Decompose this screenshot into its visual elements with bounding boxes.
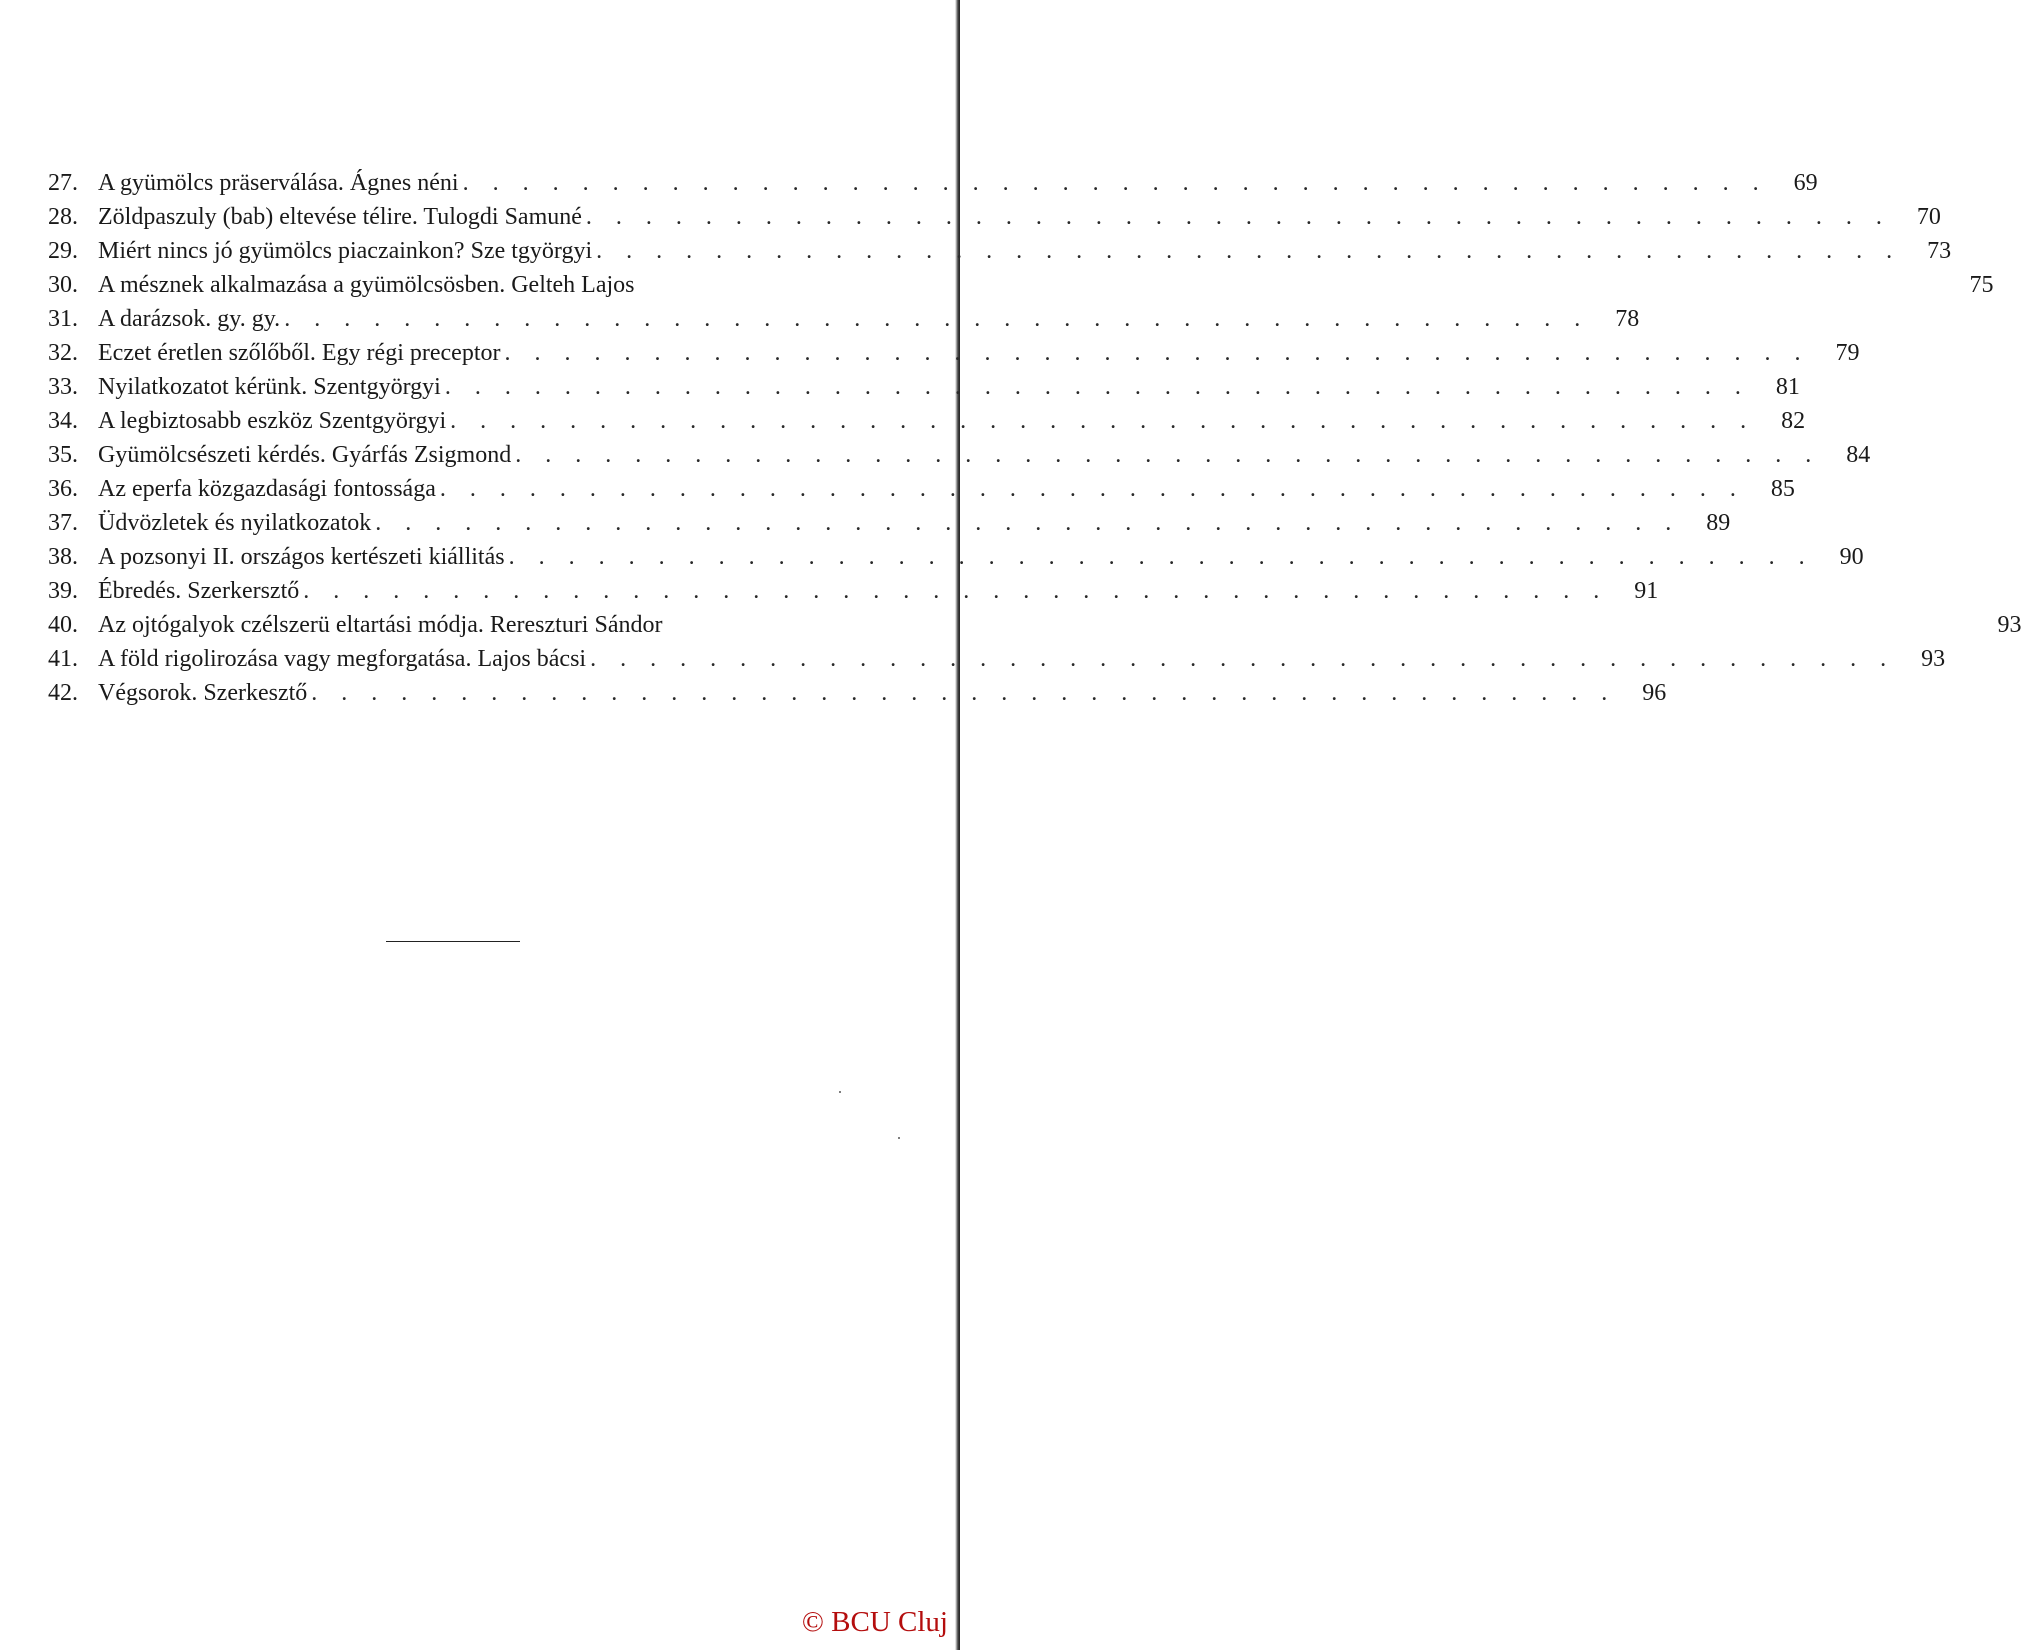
toc-dot-leader [459,166,1768,200]
toc-entry-page: 73 [1927,238,1952,264]
toc-entry-title: Üdvözletek és nyilatkozatok [98,510,372,536]
toc-entry [48,438,1871,472]
toc-entry-title: A mésznek alkalmazása a gyümölcsösben. Gelteh Lajos [98,272,635,298]
toc-entry [48,302,1640,336]
section-separator-rule [386,941,520,942]
toc-entry-number: 30. [48,272,78,298]
toc-entry [48,676,1667,710]
toc-dot-leader [441,370,1750,404]
toc-entry-page: 85 [1770,476,1795,502]
toc-entry-title: A pozsonyi II. országos kertészeti kiállitás [98,544,505,570]
toc-entry-page: 69 [1793,170,1818,196]
toc-entry-page: 91 [1634,578,1659,604]
toc-entry-title: Az ojtógalyok czélszerü eltartási módja. Rereszturi Sándor [98,612,663,638]
toc-entry-page: 90 [1839,544,1864,570]
toc-dot-leader [307,676,1616,710]
toc-entry-page: 81 [1775,374,1800,400]
toc-entry-page: 75 [1969,272,1994,298]
toc-entry [48,506,1731,540]
toc-entry-number: 33. [48,374,78,400]
toc-entry-title: Végsorok. Szerkesztő [98,680,308,706]
toc-entry-page: 93 [1921,646,1946,672]
toc-entry-number: 39. [48,578,78,604]
table-of-contents [48,166,2021,710]
toc-entry-number: 38. [48,544,78,570]
watermark: © BCU Cluj [801,1606,948,1638]
toc-entry-page: 79 [1835,340,1860,366]
toc-dot-leader [511,438,1820,472]
toc-entry-page: 82 [1781,408,1806,434]
toc-dot-leader [299,574,1608,608]
toc-entry-number: 34. [48,408,78,434]
toc-entry [48,336,1860,370]
toc-entry-page: 78 [1615,306,1640,332]
toc-dot-leader [582,200,1891,234]
toc-entry [48,608,2021,642]
toc-entry-page: 96 [1642,680,1667,706]
toc-entry-title: Miért nincs jó gyümölcs piaczainkon? Sze tgyörgyi [98,238,593,264]
toc-entry [48,166,1818,200]
toc-entry-number: 37. [48,510,78,536]
toc-entry [48,540,1864,574]
toc-dot-leader [592,234,1901,268]
toc-entry-title: Nyilatkozatot kérünk. Szentgyörgyi [98,374,441,400]
toc-dot-leader [505,540,1814,574]
toc-entry [48,472,1795,506]
toc-entry [48,234,1952,268]
toc-entry-page: 84 [1846,442,1871,468]
toc-entry-number: 28. [48,204,78,230]
toc-entry [48,200,1941,234]
toc-entry [48,268,1994,302]
toc-entry-number: 40. [48,612,78,638]
toc-dot-leader [436,472,1745,506]
toc-entry-title: Ébredés. Szerkersztő [98,578,300,604]
toc-dot-leader [371,506,1680,540]
toc-entry [48,404,1806,438]
toc-entry-title: A darázsok. gy. gy. [98,306,281,332]
toc-dot-leader [586,642,1895,676]
paper-speck [898,1137,900,1139]
toc-entry-page: 70 [1916,204,1941,230]
toc-entry-number: 32. [48,340,78,366]
toc-entry-title: A gyümölcs präserválása. Ágnes néni [98,170,459,196]
toc-entry-number: 31. [48,306,78,332]
toc-entry-number: 42. [48,680,78,706]
toc-entry-number: 41. [48,646,78,672]
toc-entry-title: A legbiztosabb eszköz Szentgyörgyi [98,408,447,434]
toc-entry-page: 93 [1997,612,2021,638]
toc-dot-leader [280,302,1589,336]
toc-entry-page: 89 [1706,510,1731,536]
paper-speck [839,1091,841,1093]
toc-entry [48,574,1659,608]
toc-entry-number: 27. [48,170,78,196]
toc-entry-title: A föld rigolirozása vagy megforgatása. Lajos bácsi [98,646,587,672]
toc-entry [48,370,1800,404]
toc-entry [48,642,1946,676]
toc-entry-number: 29. [48,238,78,264]
toc-entry-title: Az eperfa közgazdasági fontossága [98,476,436,502]
toc-entry-title: Gyümölcsészeti kérdés. Gyárfás Zsigmond [98,442,512,468]
toc-entry-title: Eczet éretlen szőlőből. Egy régi preceptor [98,340,501,366]
toc-entry-number: 36. [48,476,78,502]
toc-dot-leader [446,404,1755,438]
toc-dot-leader [500,336,1809,370]
toc-entry-number: 35. [48,442,78,468]
toc-entry-title: Zöldpaszuly (bab) eltevése télire. Tulogdi Samuné [98,204,582,230]
